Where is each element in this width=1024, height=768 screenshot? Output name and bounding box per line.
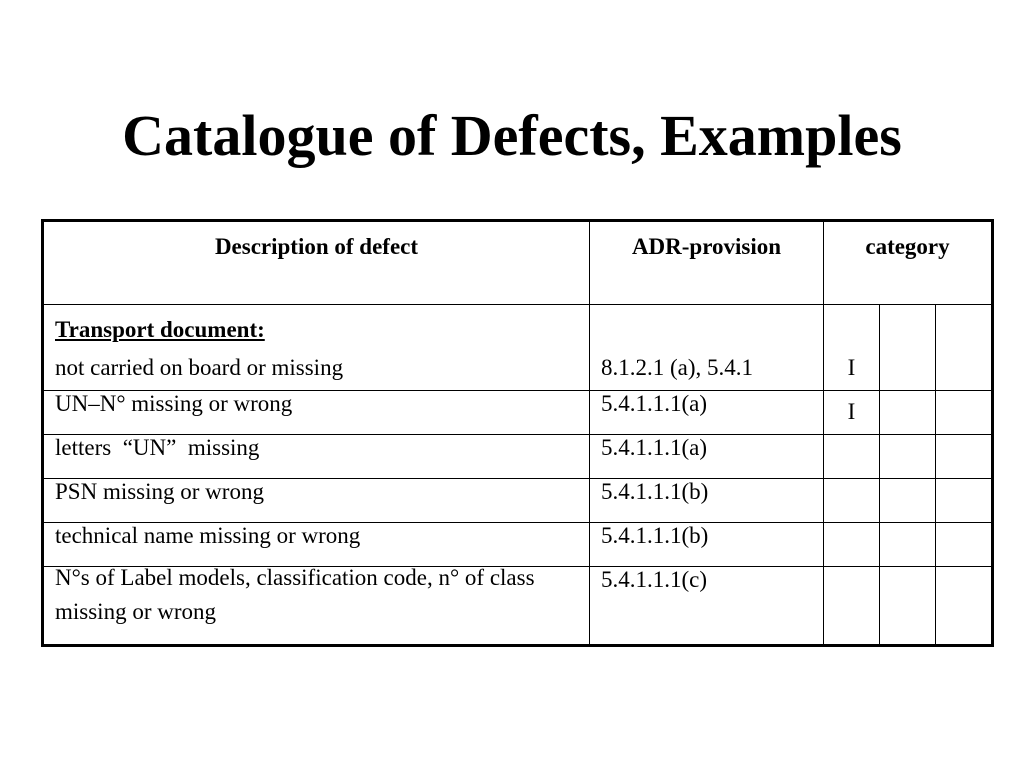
category-cell	[936, 567, 993, 646]
category-cell	[936, 305, 993, 391]
slide-title: Catalogue of Defects, Examples	[122, 103, 902, 168]
category-cell	[880, 435, 936, 479]
category-cell	[824, 435, 880, 479]
table-header-row	[43, 221, 993, 305]
provision-cell: 5.4.1.1.1(b)	[590, 523, 824, 567]
table-row	[43, 305, 993, 391]
provision-text: 8.1.2.1 (a), 5.4.1	[601, 355, 754, 380]
description-cell: UN–N° missing or wrong	[43, 391, 590, 435]
provision-cell: 5.4.1.1.1(a)	[590, 435, 824, 479]
description-cell: letters “UN” missing	[43, 435, 590, 479]
category-cell	[824, 523, 880, 567]
category-cell	[880, 391, 936, 435]
category-cell	[936, 523, 993, 567]
category-cell	[880, 479, 936, 523]
table-row	[43, 567, 993, 646]
section-heading: Transport document:	[55, 317, 265, 342]
description-cell: technical name missing or wrong	[43, 523, 590, 567]
description-cell: PSN missing or wrong	[43, 479, 590, 523]
table-row	[43, 435, 993, 479]
description-text: not carried on board or missing	[55, 355, 344, 380]
description-cell	[43, 567, 590, 646]
category-cell	[936, 479, 993, 523]
provision-cell: 5.4.1.1.1(a)	[590, 391, 824, 435]
defects-table	[41, 219, 994, 647]
category-cell	[824, 479, 880, 523]
table-row	[43, 523, 993, 567]
category-cell	[936, 435, 993, 479]
category-cell: I	[824, 391, 880, 435]
category-cell	[936, 391, 993, 435]
table-row	[43, 391, 993, 435]
provision-cell: 5.4.1.1.1(c)	[590, 567, 824, 646]
category-value: I	[847, 355, 856, 380]
category-cell	[824, 305, 880, 391]
provision-cell: 5.4.1.1.1(b)	[590, 479, 824, 523]
header-provision: ADR-provision	[590, 221, 824, 305]
table-row	[43, 479, 993, 523]
description-cell	[43, 305, 590, 391]
header-category: category	[824, 221, 993, 305]
category-cell	[880, 305, 936, 391]
category-cell	[824, 567, 880, 646]
category-cell	[880, 567, 936, 646]
header-description: Description of defect	[43, 221, 590, 305]
description-text: N°s of Label models, classification code, n° of class missing or wrong	[55, 565, 535, 624]
provision-cell	[590, 305, 824, 391]
category-cell	[880, 523, 936, 567]
